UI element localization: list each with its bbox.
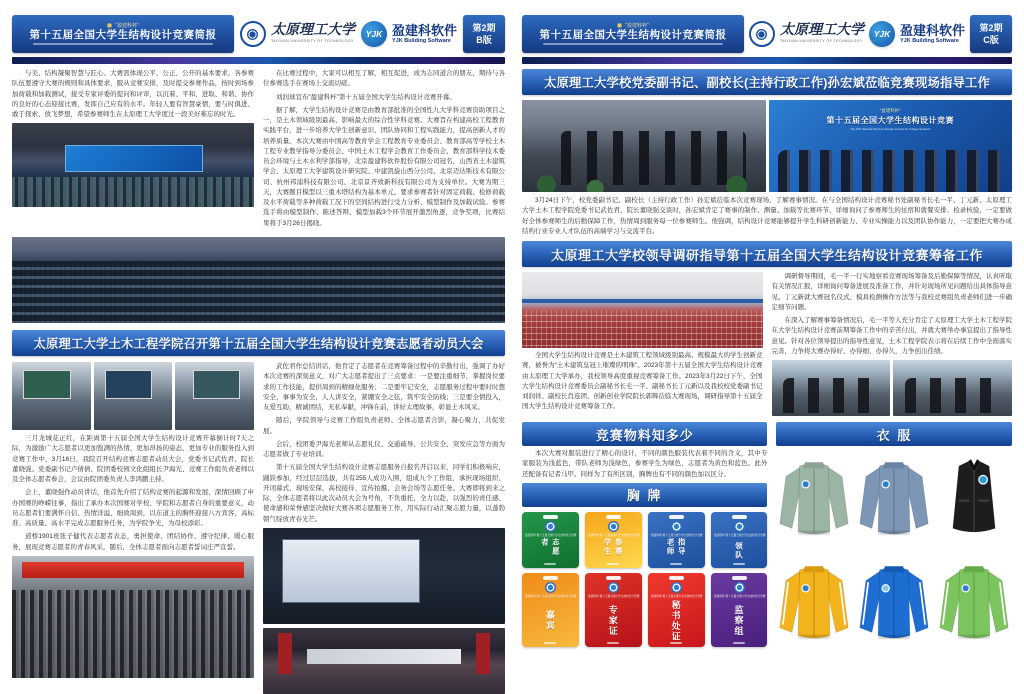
opening-article-col2 <box>263 69 505 232</box>
university-emblem-icon <box>240 21 266 47</box>
badges-headline: 胸 牌 <box>522 483 767 507</box>
badge-expert: “盈建科杯”第十五届全国大学生结构设计竞赛 专家证 <box>585 573 642 647</box>
edition-label: B版 <box>476 35 492 45</box>
materials-intro <box>522 449 767 480</box>
issue-number: 第2期 <box>472 23 496 33</box>
body-paragraph: 会后，校团委尹海光老师从志愿礼仪、交通疏导、公共安全、突发应急等方面为志愿者做了专业培训。 <box>263 440 505 459</box>
badge-label: 领队 <box>734 541 744 560</box>
red-banner <box>22 562 245 578</box>
badge-team-leader: “盈建科杯”第十五届全国大学生结构设计竞赛 领队 <box>711 512 768 568</box>
research-col1 <box>522 272 763 416</box>
lanyard-clip <box>543 576 558 580</box>
photo-discussion-2 <box>893 360 1012 416</box>
badge-logo-icon <box>608 521 619 532</box>
sun-visit-photos <box>522 100 1012 192</box>
jacket-green <box>936 555 1012 655</box>
badges-row-2 <box>522 573 767 647</box>
masthead-emblem-icon <box>617 23 622 28</box>
badge-logo-icon <box>734 582 745 593</box>
body-paragraph: 调研督导期间，毛一平一行实地察看竞赛现场筹备及后勤保障等情况，认真听取有关情况汇报，详细询问筹备进展及准备工作，并针对现场所见问题给出具体指导意见。丁元新就大赛冠名仪式、模具检测操作方法等与我校竞赛组负责老师们进一步确定细节问题。 <box>771 273 1012 311</box>
body-paragraph: 道桥1901班张子健代表志愿者表态，勇担使命、团结协作、遵守纪律、暖心服务，展现竞赛志愿者的青春风采。随后，全体志愿者面向志愿者誓词庄严宣誓。 <box>12 533 254 551</box>
masthead-subtitle-line <box>33 43 213 45</box>
research-columns <box>522 272 1012 416</box>
body-paragraph: 与美、结构凝聚智慧与匠心。大赛需体现公平、公正、公开的基本要求，各参赛队伍要遵守大赛的规则和具体要求，服从竞赛安排，及时提交参赛作品，按时到场参加荷载和加载测试，接受专家评委的提问和评审，以沉着、平和、进取、和谐、协作的良好的心态迎接比赛，发挥自己应有的水平。年轻人要有智慧豪情，要与时俱进、敢于探索、放飞梦想，希望参赛师生在太原理工大学度过一段美好难忘的时光。 <box>12 70 254 119</box>
badge-logo-icon <box>608 582 619 593</box>
badge-logo-icon <box>671 582 682 593</box>
jacket-yellow-icon <box>776 555 852 655</box>
vest-black-icon <box>936 451 1012 551</box>
clothes-grid <box>776 451 1012 655</box>
photo-volunteer-classroom-2 <box>94 362 173 430</box>
badge-label: 参赛学生 <box>603 538 624 557</box>
materials-headline: 竞赛物料知多少 <box>522 422 767 446</box>
body-paragraph: 三月龙城花正红，在距离第十五届全国大学生结构设计竞赛开幕倒计时7天之际，为激励广大志愿者以更加饱满的热情、更加昂扬的姿态、更加专业的服务投入到竞赛工作中，3月16日，我院召开结构竞赛志愿者动员大会，党委书记武佐君、院长董晓强、党委副书记卢倩倩、院团委校园文化组组长尹海光、竞赛工作组负责老师以及全体志愿者参会，会议由院团委负责人李鸿鹏主持。 <box>12 434 254 484</box>
issue-badge <box>970 15 1012 53</box>
jacket-yellow <box>776 555 852 655</box>
research-col2 <box>772 272 1013 416</box>
body-paragraph: 在比赛过程中，大家可以相互了解，相互促进，成为志同道合的朋友，期待与各位参赛选手在赛场上交流切磋。 <box>263 70 505 88</box>
lanyard-clip <box>543 515 558 519</box>
yjk-name-en: YJK Building Software <box>391 37 451 44</box>
body-paragraph: 据了解，大学生结构设计竞赛是由教育部批准的全国性九大学科竞赛资助项目之一，是土木领域级别最高、影响最大的综合性学科竞赛。大赛旨在构建高校工程教育实践平台，进一步培养大学生创新意识、团队协同和工程实践能力，提高创新人才的培养质量。本次大赛由中国高等教育学会工程教育专业委员会、教育部高等学校土木工程专业教学指导分委员会、中国土木工程学会教育工作委员会、教育部科学技术委员会环境与土木水利学部指导，北京盈建科软件股份有限公司冠名，山西省土木建筑学会、太原理工大学建筑设计研究院、中建凯旋山西分公司、北京迈达斯技术有限公司、杭州邦浦科技有限公司、北京景齐致新科技有限公司为支持单位。大赛为期三天，大赛题目模型以三重木塔结构为基本单元，要求参赛者针对固定荷载、检修荷载及水平荷载等多种荷载工况下的空间结构进行受力分析、模型制作及加载试验。参赛选手将由模型制作、陈述答辩、模型加载3个环节展开激烈角逐，竞争奖项，比赛结果将于3月26日揭晓。 <box>263 106 505 227</box>
photo-leaders-backdrop <box>769 100 1013 192</box>
jacket-sage <box>776 451 852 551</box>
research-headline: 太原理工大学校领导调研指导第十五届全国大学生结构设计竞赛筹备工作 <box>522 241 1012 267</box>
masthead-badge: “盈建科杯” <box>115 22 139 29</box>
header-decor-strip <box>12 57 505 64</box>
badge-logo-icon <box>734 521 745 532</box>
university-name: 太原理工大学 <box>270 23 355 39</box>
badge-logo-icon <box>545 521 556 532</box>
masthead-emblem-icon <box>107 23 112 28</box>
volunteer-article-col1 <box>12 362 254 694</box>
backdrop-cup-title: “盈建科杯” <box>879 108 901 113</box>
university-name: 太原理工大学 <box>779 23 864 39</box>
edition-label: C版 <box>983 35 999 45</box>
badge-logo-icon <box>545 582 556 593</box>
badge-label: 监察组 <box>733 605 744 637</box>
masthead <box>522 15 744 53</box>
masthead-title: 第十五届全国大学生结构设计竞赛简报 <box>539 28 727 41</box>
university-logo <box>749 21 864 47</box>
jacket-sage-icon <box>776 451 852 551</box>
badge-label: 嘉宾 <box>544 610 555 632</box>
masthead-subtitle-line <box>543 43 723 45</box>
badge-logo-icon <box>671 521 682 532</box>
body-paragraph: 在深入了解赛事筹备情况后，毛一平等人充分肯定了太原理工大学土木工程学院在大学生结构设计竞赛前期筹备工作中的辛苦付出，并就大赛举办事宜提出了指导性意见。针对各位领导提出的指导性意见，土木工程学院表示将在后续工作中全面落实完善，力争将大赛办得好、办得细、办得久，力争创出佳绩。 <box>771 317 1012 355</box>
body-paragraph: 会上，董晓强作动员讲话，他首先介绍了结构竞赛的起源和发展，深情回顾了申办国赛的峥嵘往事，指出了承办本次国赛对学校、学院和志愿者自身的重要意义，动员志愿者们要满怀自信、热情洋溢、细致周到，以东道主的胸怀迎接八方宾客，高标准、高质量、高水平完成志愿服务任务，为学院争光，为母校添彩。 <box>12 489 254 528</box>
volunteer-article-headline: 太原理工大学土木工程学院召开第十五届全国大学生结构设计竞赛志愿者动员大会 <box>12 330 505 356</box>
yjk-logo <box>361 21 457 47</box>
badge-guest: “盈建科杯”第十五届全国大学生结构设计竞赛 嘉宾 <box>522 573 579 647</box>
vest-black-reporter <box>936 451 1012 551</box>
badge-label: 指导老师 <box>666 538 687 557</box>
body-paragraph: 3月24日下午，校党委副书记、副校长（主持行政工作）孙宏斌莅临本次竞赛现场，了解赛事情况。在与全国结构设计竞赛秘书处副秘书长毛一平、丁元新、太原理工大学土木工程学院党委书记武佐君、院长董晓强交谈时，孙宏斌肯定了赛事的制作、测量、加载等比赛环节，详细询问了参赛师生的住宿和就餐安排、检录核验，一定要做好全体参赛师生的后勤保障工作，热情周到服务每一位参赛师生。他强调，结构设计竞赛能够提升学生科研创新能力、专业实操能力以及团队协作能力，一定要把大赛办成结构行业专业人才队伍的高端学习与交流平台。 <box>522 197 1012 235</box>
jacket-blue <box>856 555 932 655</box>
badge-supervision: “盈建科杯”第十五届全国大学生结构设计竞赛 监察组 <box>711 573 768 647</box>
materials-right <box>776 422 1012 655</box>
jacket-green-icon <box>936 555 1012 655</box>
opening-article-col1 <box>12 69 254 232</box>
lanyard-clip <box>669 515 684 519</box>
photo-assembly-panorama <box>12 237 505 323</box>
stage-screen <box>65 145 203 172</box>
research-photo-row <box>772 360 1013 416</box>
materials-left <box>522 422 767 655</box>
photo-lecture-hall <box>263 628 505 694</box>
body-paragraph: 武佐君作总结讲话，他肯定了志愿者在竞赛筹备过程中的辛勤付出，强调了办好本次竞赛的深刻意义，对广大志愿者提出了三点要求：一是要注重细节，掌握岗位要求的工作技能，提供周到的精细化服务；二是要牢记安全，志愿服务过程中要时时想安全，事事为安全，人人讲安全，紧绷安全之弦，筑牢安全防线；三是要全情投入，友爱互助，精诚团结，无私奉献，冲锋在前，讲好太理故事，彰显土木风采。 <box>263 362 505 412</box>
jacket-blue-icon <box>856 555 932 655</box>
backdrop-contest-title-en: The 15th National Structure Design Contest for College Students <box>850 127 931 131</box>
body-paragraph: 全国大学生结构设计竞赛是土木建筑工程领域级别最高、规模最大的学生创新竞赛，被誉为“土木建筑皇冠上璀璨的明珠”。2023年第十五届全国大学生结构设计竞赛由太原理工大学承办，我校领导高度重视竞赛筹备工作。2023年3月22日下午，全国大学生结构设计竞赛委员会副秘书长毛一平、副秘书长丁元新以及我校校党委副书记刘润祥、副校长肖连团、创新创业学院院长郭辉莅临大赛现场，调研指导第十五届全国大学生结构设计竞赛筹备工作。 <box>522 352 763 411</box>
badge-secretariat: “盈建科杯”第十五届全国大学生结构设计竞赛 秘书处证 <box>648 573 705 647</box>
badge-label: 志愿者 <box>540 538 561 557</box>
backdrop-contest-title: 第十五届全国大学生结构设计竞赛 <box>826 116 954 125</box>
lanyard-clip <box>606 576 621 580</box>
photo-discussion-1 <box>772 360 891 416</box>
page-header <box>522 14 1012 54</box>
photo-volunteer-classroom-1 <box>12 362 91 430</box>
badge-advisor: “盈建科杯”第十五届全国大学生结构设计竞赛 指导老师 <box>648 512 705 568</box>
newsletter-page-b <box>12 14 505 694</box>
body-paragraph: 刘润球宣布“盈建科杯”第十五届全国大学生结构设计竞赛开幕。 <box>276 93 456 101</box>
masthead-title: 第十五届全国大学生结构设计竞赛简报 <box>29 28 217 41</box>
body-paragraph: 随后，学院领导与竞赛工作组负责老师、全体志愿者合影，凝心聚力，共促发展。 <box>263 417 505 435</box>
badge-volunteer: “盈建科杯”第十五届全国大学生结构设计竞赛 志愿者 <box>522 512 579 568</box>
university-name-en: TAIYUAN UNIVERSITY OF TECHNOLOGY <box>270 39 354 44</box>
newsletter-page-c <box>522 14 1012 655</box>
materials-columns <box>522 422 1012 655</box>
opening-article-columns <box>12 69 505 232</box>
body-paragraph: 本次大赛对服装进行了精心的设计，不同的颜色服装代表着不同的含义，其中专家服装为浅蓝色，带队老师为浅绿色，参赛学生为绿色，志愿者为黄色和蓝色。此外还配备有记者马甲。同样为了有所区别，胸牌也有不同的颜色加以区分。 <box>522 450 768 478</box>
photo-volunteer-classroom-3 <box>175 362 254 430</box>
body-paragraph: 第十五届全国大学生结构设计竞赛志愿服务自报名开启以来，同学们积极响应，踊跃参加，经过层层选拔，共有255人成功入围，组成九个工作组，承担现场组织、开闭幕式、现场安保、高校接待、宣传拍摄、会务会场等志愿任务。大赛即将到来之际，全体志愿者将以此次动员大会为号角，不负重托，全力以赴，以强烈的责任感、使命感和荣誉感坚决做好大赛各项志愿服务工作，用实际行动汇聚志愿力量，以蓬勃朝气绽放青春光芒。 <box>263 464 505 523</box>
masthead-badge: “盈建科杯” <box>625 22 649 29</box>
masthead <box>12 15 234 53</box>
university-name-en: TAIYUAN UNIVERSITY OF TECHNOLOGY <box>779 39 863 44</box>
badges-row-1 <box>522 512 767 568</box>
volunteer-photo-row <box>12 362 254 430</box>
yjk-logo-icon: YJK <box>361 21 387 47</box>
sun-visit-body <box>522 196 1012 237</box>
yjk-name-en: YJK Building Software <box>899 37 959 44</box>
volunteer-article-col2 <box>263 362 505 694</box>
university-emblem-icon <box>749 21 775 47</box>
photo-opening-ceremony-auditorium <box>12 123 254 207</box>
issue-number: 第2期 <box>979 23 1003 33</box>
yjk-logo <box>869 21 965 47</box>
issue-badge <box>463 15 505 53</box>
lanyard-clip <box>732 515 747 519</box>
lanyard-clip <box>669 576 684 580</box>
university-logo <box>240 21 355 47</box>
lanyard-clip <box>732 576 747 580</box>
group-silhouettes <box>778 150 1002 192</box>
jacket-slate <box>856 451 932 551</box>
yjk-name: 盈建科软件 <box>899 22 965 38</box>
sun-visit-headline: 太原理工大学校党委副书记、副校长(主持行政工作)孙宏斌莅临竞赛现场指导工作 <box>522 69 1012 95</box>
badge-student: “盈建科杯”第十五届全国大学生结构设计竞赛 参赛学生 <box>585 512 642 568</box>
badge-label: 秘书处证 <box>670 599 681 642</box>
yjk-logo-icon: YJK <box>869 21 895 47</box>
yjk-name: 盈建科软件 <box>391 22 457 38</box>
volunteer-article-columns <box>12 362 505 694</box>
photo-venue-setup <box>522 272 763 348</box>
plants-decor <box>522 168 766 192</box>
photo-volunteer-group <box>12 556 254 678</box>
clothes-headline: 衣 服 <box>776 422 1012 446</box>
lanyard-clip <box>606 515 621 519</box>
badge-label: 专家证 <box>607 605 618 637</box>
photo-training-screen <box>263 528 505 624</box>
header-decor-strip <box>522 57 1012 64</box>
page-header <box>12 14 505 54</box>
jacket-slate-icon <box>856 451 932 551</box>
photo-leaders-corridor <box>522 100 766 192</box>
